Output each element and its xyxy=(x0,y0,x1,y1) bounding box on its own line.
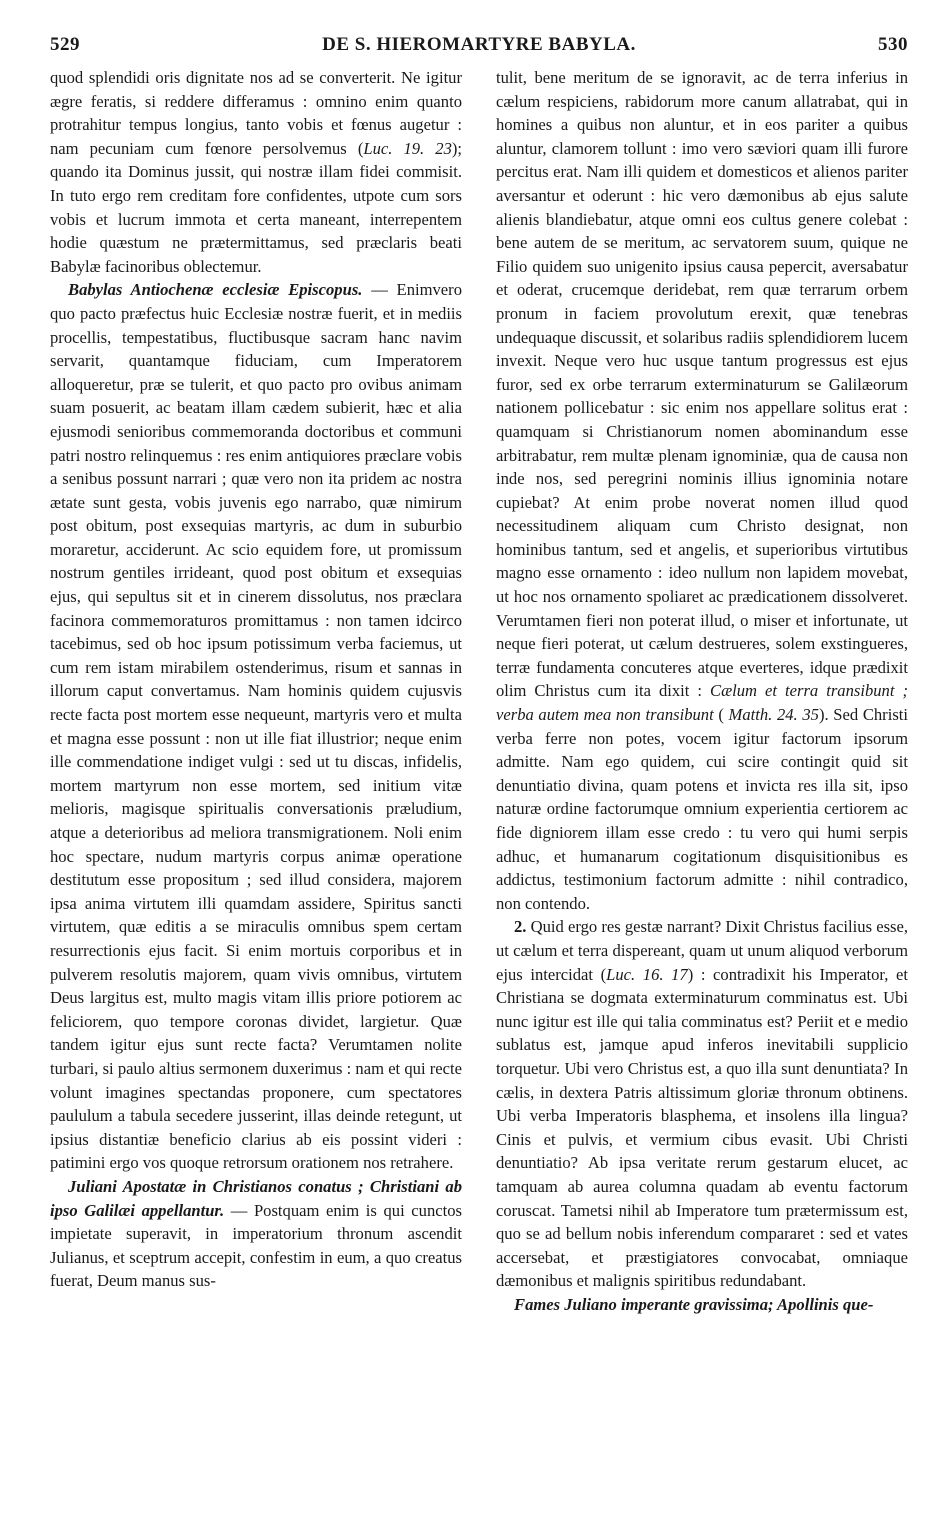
text-run: — Postquam enim is qui cunctos impietate superavit, in imperatorium thronum ascendit Julianus, et sceptrum accepit, confestim in eum, a quo creatus fuerat, Deum manus sus- xyxy=(50,1200,462,1291)
text-run: ) : contradixit his Imperator, et Christiana se dogmata exterminaturum comminatus est. Ubi nunc igitur est ille qui talia comminatus est? Periit et e medio sublatus est, jamque apud inferos inevitabili supplicio torquetur. Ubi vero Christus est, a quo illa sunt denuntiata? In cælis, in dextera Patris altissimum gloriæ thronum obtinens. Ubi verba Imperatoris blasphema, et insolens illa lingua? Cinis et pulvis, et vermium cibus evasit. Ubi Christi denuntiatio? Ab ipsa veritate rerum gestarum elucet, ac tamquam ab aurea columna quadam ab eventu factorum coruscat. Tametsi nihil ab Imperatore tum prætermissum est, quo se ad bellum nobis inferendum compararet : sed et vates accersebat, et præstigiatores convocabat, omniaque dæmonibus et malignis spiritibus redundabant. xyxy=(496,964,908,1291)
page-number-left: 529 xyxy=(50,34,80,55)
page-header xyxy=(50,34,908,64)
paragraph xyxy=(496,1293,908,1317)
text-columns xyxy=(50,66,908,1518)
paragraph xyxy=(50,1175,462,1293)
scripture-reference: Matth. 24. 35 xyxy=(728,705,819,725)
paragraph xyxy=(50,66,462,278)
section-heading: Babylas Antiochenæ ecclesiæ Episcopus. xyxy=(68,280,363,300)
scripture-reference: Luc. 16. 17 xyxy=(606,964,688,984)
scripture-quote: Cælum et terra transibunt ; verba autem mea non transibunt xyxy=(496,681,908,725)
paragraph xyxy=(50,278,462,1175)
text-run: ). Sed Christi verba ferre non potes, vocem igitur factorum ipsorum admitte. Nam ego quidem, cui scire contingit quid sit denuntiatio divina, quam potens et invicta res illa sit, ipso naturæ ordine factorumque omnium experientia certiorem ac fide digniorem illam esse credo : tu vero qui humi serpis adhuc, et humanarum cogitationum disquisitionibus es addictus, testimonium factorum admitte : nihil contradico, non contendo. xyxy=(496,705,908,913)
right-column xyxy=(496,66,908,1518)
paragraph-number: 2. xyxy=(514,917,527,937)
page-number-right: 530 xyxy=(878,34,908,55)
running-title: DE S. HIEROMARTYRE BABYLA. xyxy=(322,34,636,55)
text-run: Quid ergo res gestæ narrant? Dixit Christus facilius esse, ut cælum et terra dispereant, quam ut unum aliquod verborum ejus intercidat ( xyxy=(496,917,908,984)
scripture-reference: Luc. 19. 23 xyxy=(363,138,452,158)
text-run: tulit, bene meritum de se ignoravit, ac de terra inferius in cælum respiciens, rabidorum more canum allatrabat, qui in homines a quibus non aluntur, et in eos pariter a quibus aluntur, clamorem tollunt : imo vero sæviori quam illi furore percitus erat. Nam illi quidem et domesticos et alienos pariter aversantur et oderunt : hic vero dæmonibus ab ejus salute alienis blandiebatur, atque omni eos cultus genere colebat : bene autem de se meritum, ac servatorem suum, quique ne Filio quidem suo unigenito ipsius causa pepercit, aversabatur et oderat, crucemque deridebat, rem quæ terrarum orbem pronum in faciem provolutum erexit, quæ tenebras undequaque discussit, et solaribus radiis splendidiorem lucem invexit. Neque vero huc usque tantum progressus est ejus furor, sed ex orbe terrarum exterminaturum se Galilæorum nationem pollicebatur : sic enim nos appellare solitus erat : quamquam si Christianorum nomen abominandum esse arbitrabatur, rem multæ plenam ignominiæ, qua de causa non inde nos, sed peregrini nominis illius ignominia notare cupiebat? At enim probe noverat nomen illud quod necessitudinem aliquam cum Christo designat, non hominibus tantum, sed et angelis, et superioribus virtutibus magno esse ornamento : ideo nullum non lapidem movebat, ut hoc nos ornamento spoliaret ac prædicationem dissolveret. Verumtamen fieri non poterat illud, o miser et infortunate, ut neque fieri poterat, ut cælum destrueres, solem exstingueres, terræ fundamenta concuteres atque everteres, idque prædixit olim Christus cum ita dixit : xyxy=(496,68,908,701)
section-heading: Juliani Apostatæ in Christianos conatus ; Christiani ab ipso Galilæi appellantur. xyxy=(50,1176,462,1220)
paragraph xyxy=(496,915,908,1293)
text-run: — Enimvero quo pacto præfectus huic Ecclesiæ nostræ fuerit, et in mediis procellis, tempestatibus, fluctibusque sacram hanc navim servarit, quantamque fiduciam, cum Imperatorem alloqueretur, præ se tulerit, et quo pacto pro ovibus animam suam posuerit, ac beatam illam cædem subierit, hæc et alia ejusmodi senioribus commemoranda doctoribus et communi patri nostro relinquemus : res enim antiquiores præclare vobis a senibus possunt narrari ; quæ vero non ita pridem ac nostra ætate sunt gesta, vobis juvenis ego narrabo, quæ nimirum post obitum, post exsequias martyris, ac dum in suburbio moraretur, acciderunt. Ac scio equidem fore, ut promissum nostrum gentiles irrideant, quod post obitum et exsequias ejus, qui sepultus sit et in cinerem dissolutus, nos præclara facinora commemoraturos promittamus : non tamen idcirco tacebimus, sed ob hoc ipsum potissimum verba faciemus, ut cum rem istam mirabilem ostenderimus, risum et sannas in illorum caput convertamus. Nam hominis quidem cujusvis recte facta post mortem esse nequeunt, martyris vero et multa et magna esse possunt : non ut ille fiat illustrior; neque enim ille commendatione indiget vulgi : sed ut tu discas, infidelis, mortem martyrum non esse mortem, sed initium vitæ melioris, magisque spiritualis conversationis præludium, atque a deterioribus ad meliora transmigrationem. Noli enim hoc spectare, nudum martyris corpus animæ operatione destitutum esse propositum ; sed illud considera, majorem ipsa anima virtutem illi quamdam assidere, Spiritus sancti virtutem, quæ editis a se miraculis omnibus spem certam resurrectionis ejus facit. Si enim mortuis corporibus et in pulverem resolutis majorem, quam vivis omnibus, virtutem Deus largitus est, multo magis vitam illis priore potiorem ac feliciorem, quo tempore coronas dividet, largietur. Quæ tandem igitur ejus sunt recte facta? Verumtamen nolite turbari, si paulo altius sermonem duxerimus : nam et qui recte volunt imagines spectandas proponere, cum spectatores paululum a tabula secedere jusserint, illas deinde retegunt, ut ipsius distantiæ beneficio clarius ab eis possint videri : patimini ergo vos quoque retrorsum orationem nos retrahere. xyxy=(50,280,462,1173)
text-run: ( xyxy=(713,705,729,725)
text-run: quod splendidi oris dignitate nos ad se converterit. Ne igitur ægre feratis, si reddere differamus : omnino enim quanto protrahitur tempus longius, tanto vobis et fœnus augetur : nam pecuniam cum fœnore persolvemus ( xyxy=(50,68,462,158)
section-heading: Fames Juliano imperante gravissima; Apollinis que- xyxy=(514,1294,874,1314)
left-column xyxy=(50,66,462,1518)
text-run: ); quando ita Dominus jussit, qui nostræ illam fidei commisit. In tuto ergo rem creditam fore confidentes, utpote cum sors vobis et lucrum immota et certa maneant, interrepentem hodie quæstum ne prætermittamus, sed præclaris beati Babylæ facinoribus oblectemur. xyxy=(50,138,462,276)
paragraph xyxy=(496,66,908,915)
